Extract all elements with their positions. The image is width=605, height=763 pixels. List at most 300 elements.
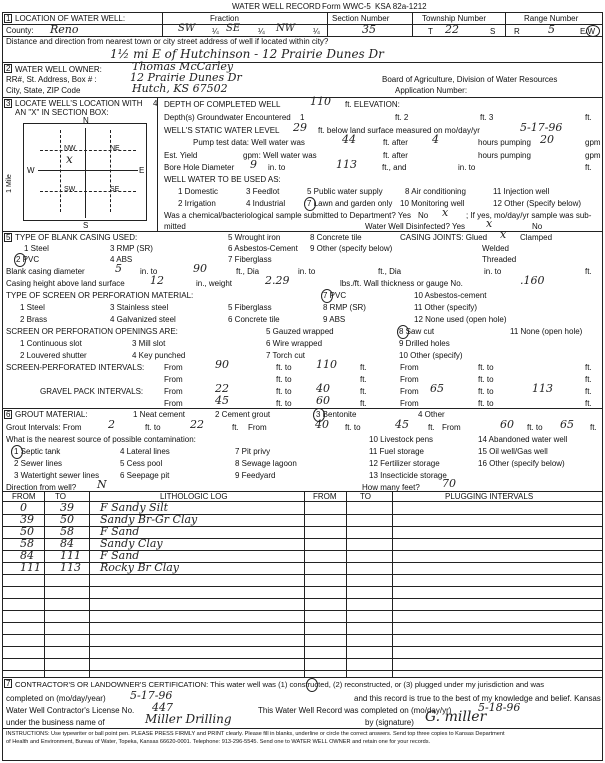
grout-option[interactable]: 4 Other	[418, 410, 445, 419]
septic-circle	[11, 445, 23, 459]
threaded-label[interactable]: Threaded	[482, 255, 517, 264]
joints-label: CASING JOINTS: Glued	[400, 233, 488, 242]
chem-no-mark: x	[442, 206, 449, 219]
screen-option[interactable]: 2 Brass	[20, 315, 48, 324]
range-label: Range Number	[524, 14, 579, 23]
static-value[interactable]: 29	[293, 121, 307, 134]
contam-option[interactable]: 13 Insecticide storage	[369, 471, 447, 480]
to-label: ft. to	[276, 399, 292, 408]
screen-option[interactable]: 4 Galvanized steel	[110, 315, 176, 324]
perf-to[interactable]: 110	[316, 358, 337, 371]
casing-option[interactable]: 9 Other (specify below)	[310, 244, 393, 253]
grout-from-3[interactable]: 60	[500, 418, 514, 431]
section-number-label: Section Number	[332, 14, 390, 23]
address-label: RR#, St. Address, Box # :	[6, 75, 97, 84]
grout-from-1[interactable]: 2	[108, 418, 115, 431]
log-from[interactable]: 84	[20, 549, 34, 562]
welded-label[interactable]: Welded	[482, 244, 509, 253]
screen-pvc-circle	[321, 289, 333, 303]
t-prefix: T	[428, 27, 433, 36]
distance-value[interactable]: 1½ mi E of Hutchinson - 12 Prairie Dunes Dr	[110, 47, 384, 61]
diameter-label: Blank casing diameter	[6, 267, 85, 276]
city-label: City, State, ZIP Code	[6, 86, 81, 95]
county-value[interactable]: Reno	[50, 23, 79, 36]
s-suffix: S	[490, 27, 496, 36]
quarter-1[interactable]: SW	[178, 23, 196, 34]
direction-value[interactable]: N	[97, 478, 107, 491]
elevation-label: ft. ELEVATION:	[345, 100, 400, 109]
south-label: S	[83, 221, 89, 230]
diam-into2: in. to	[484, 267, 502, 276]
direction-label: Direction from well?	[6, 483, 77, 492]
bore-and: ft., and	[382, 163, 407, 172]
owner-value[interactable]: Thomas McCarley	[132, 60, 234, 73]
gravel-label: GRAVEL PACK INTERVALS:	[40, 387, 144, 396]
from-label: From	[442, 423, 461, 432]
screen-option[interactable]: 12 None used (open hole)	[414, 315, 507, 324]
diam-into: in. to	[298, 267, 316, 276]
gw-3: ft. 3	[480, 113, 494, 122]
rule	[2, 728, 603, 729]
plug-from-header: FROM	[313, 492, 337, 501]
rule	[89, 491, 90, 677]
grout-label: GROUT MATERIAL:	[15, 410, 88, 419]
grout-option[interactable]: 1 Neat cement	[133, 410, 186, 419]
to-label: ft. to	[276, 363, 292, 372]
quarter-2[interactable]: SE	[226, 23, 241, 34]
pump-ft[interactable]: 44	[342, 133, 356, 146]
ft-label: ft.	[428, 423, 435, 432]
plug-to-header: TO	[360, 492, 371, 501]
instructions-1: INSTRUCTIONS: Use typewriter or ball point pen. PLEASE PRESS FIRMLY and PRINT clearly. Please fill in blanks, underline or circle the correct answers. Send top three copies to Kansas Department	[6, 731, 505, 737]
contam-option[interactable]: 7 Pit privy	[235, 447, 271, 456]
rule	[392, 491, 393, 677]
section-4-num: 4	[153, 99, 158, 108]
city-value[interactable]: Hutch, KS 67502	[132, 82, 228, 95]
contam-option[interactable]: 2 Sewer lines	[14, 459, 63, 468]
contam-option[interactable]: 11 Fuel storage	[369, 447, 424, 456]
log-from-header: FROM	[12, 492, 36, 501]
screen-option[interactable]: 5 Fiberglass	[228, 303, 272, 312]
use-option[interactable]: 5 Public water supply	[307, 187, 383, 196]
from-label: From	[164, 387, 183, 396]
pump-after: ft. after	[383, 138, 408, 147]
bore-label: Bore Hole Diameter	[164, 163, 235, 172]
west-label: W	[27, 166, 35, 175]
grid-line	[60, 130, 61, 212]
township-value[interactable]: 22	[445, 23, 459, 36]
east-label: E	[139, 166, 145, 175]
contam-option[interactable]: 10 Livestock pens	[369, 435, 434, 444]
log-from[interactable]: 58	[20, 537, 34, 550]
contam-option[interactable]: 4 Lateral lines	[120, 447, 170, 456]
log-to[interactable]: 58	[60, 525, 74, 538]
to-label: ft. to	[478, 375, 494, 384]
use-option[interactable]: 8 Air conditioning	[405, 187, 466, 196]
record-text: This Water Well Record was completed on (mo/day/yr)	[258, 706, 452, 715]
gw-2: ft. 2	[395, 113, 409, 122]
completed-text: and this record is true to the best of my knowledge and belief. Kansas	[354, 694, 601, 703]
grout-from-2[interactable]: 40	[315, 418, 329, 431]
ft-label: ft.	[585, 387, 592, 396]
from-label: From	[164, 363, 183, 372]
use-option[interactable]: 3 Feedlot	[246, 187, 280, 196]
disinfected-no[interactable]: No	[532, 222, 543, 231]
pump-hp: hours pumping	[478, 138, 531, 147]
section-5-num: 5	[6, 233, 11, 242]
section-3-num: 3	[6, 99, 11, 108]
screen-option[interactable]: 1 Steel	[20, 303, 45, 312]
ft-label: ft.	[585, 375, 592, 384]
opening-option[interactable]: 2 Louvered shutter	[20, 351, 87, 360]
gravel-3-from[interactable]: 65	[430, 382, 444, 395]
perf-from[interactable]: 90	[215, 358, 229, 371]
screen-option[interactable]: 6 Concrete tile	[228, 315, 280, 324]
bore-ft: ft.	[585, 163, 592, 172]
static-text: ft. below land surface measured on mo/day/yr	[318, 126, 480, 135]
static-level-label: WELL'S STATIC WATER LEVEL	[164, 126, 280, 135]
chem-label: Was a chemical/bacteriological sample submitted to Department? Yes	[164, 211, 411, 220]
rule	[505, 12, 506, 36]
rule	[304, 491, 305, 677]
record-date[interactable]: 5-18-96	[478, 701, 521, 714]
plugging-header: PLUGGING INTERVALS	[445, 492, 534, 501]
casing-option[interactable]: 7 Fiberglass	[228, 255, 272, 264]
pump-test-label: Pump test data: Well water was	[193, 138, 305, 147]
yield-gpm: gpm	[585, 151, 601, 160]
bore-value[interactable]: 9	[250, 158, 257, 171]
to-label: ft. to	[345, 423, 361, 432]
to-label: ft. to	[478, 387, 494, 396]
grid-line	[40, 150, 136, 151]
screen-label: TYPE OF SCREEN OR PERFORATION MATERIAL:	[6, 291, 194, 300]
log-desc[interactable]: F Sand	[100, 549, 140, 562]
grout-interval-label: Grout Intervals: From	[6, 423, 82, 432]
weight-label: in., weight	[196, 279, 233, 288]
section-value[interactable]: 35	[362, 23, 376, 36]
grid-line	[40, 191, 136, 192]
how-many-label: How many feet?	[362, 483, 420, 492]
rule	[412, 12, 413, 36]
rule	[346, 491, 347, 677]
gravel-1-to[interactable]: 40	[316, 382, 330, 395]
to-label: ft. to	[276, 387, 292, 396]
yield-hp: hours pumping	[478, 151, 531, 160]
clamped-label[interactable]: Clamped	[520, 233, 553, 242]
constructed-circle	[306, 678, 318, 692]
use-label: WELL WATER TO BE USED AS:	[164, 175, 281, 184]
opening-option[interactable]: 6 Wire wrapped	[266, 339, 323, 348]
depth-label: DEPTH OF COMPLETED WELL	[164, 100, 281, 109]
yield-label: Est. Yield	[164, 151, 198, 160]
rule	[2, 62, 603, 63]
use-option[interactable]: 4 Industrial	[246, 199, 286, 208]
to-label: ft. to	[478, 399, 494, 408]
glued-mark: x	[500, 228, 507, 241]
quarter-mark: ¼	[212, 27, 219, 36]
casing-option[interactable]: 6 Asbestos-Cement	[228, 244, 298, 253]
screen-option[interactable]: 3 Stainless steel	[110, 303, 169, 312]
north-label: N	[83, 116, 89, 125]
log-to[interactable]: 111	[60, 549, 81, 562]
height-label: Casing height above land surface	[6, 279, 125, 288]
log-desc[interactable]: Sandy Clay	[100, 537, 163, 550]
casing-label: TYPE OF BLANK CASING USED:	[15, 233, 138, 242]
grout-to-2[interactable]: 45	[395, 418, 409, 431]
diam-ftdia: ft., Dia	[236, 267, 260, 276]
use-option[interactable]: 11 Injection well	[493, 187, 550, 196]
opening-option[interactable]: 7 Torch cut	[266, 351, 305, 360]
license-label: Water Well Contractor's License No.	[6, 706, 135, 715]
opening-option[interactable]: 9 Drilled holes	[399, 339, 450, 348]
casing-option-selected[interactable]: 2 PVC	[16, 255, 40, 264]
section-7-num: 7	[6, 679, 11, 688]
from-label: From	[400, 387, 419, 396]
rule	[327, 12, 328, 36]
disinfected-yes-mark: x	[486, 217, 493, 230]
log-from[interactable]: 50	[20, 525, 34, 538]
log-to[interactable]: 50	[60, 513, 74, 526]
locate-label-2: AN "X" IN SECTION BOX:	[15, 108, 109, 117]
diameter-ft[interactable]: 90	[193, 262, 207, 275]
diameter-value[interactable]: 5	[115, 262, 122, 275]
diam-ftdia2: ft., Dia	[378, 267, 402, 276]
from-label: From	[400, 399, 419, 408]
owner-label: WATER WELL OWNER:	[15, 65, 102, 74]
screen-option[interactable]: 9 ABS	[323, 315, 346, 324]
form-number: Form WWC-5	[322, 2, 371, 11]
openings-label: SCREEN OR PERFORATION OPENINGS ARE:	[6, 327, 178, 336]
screen-option[interactable]: 8 RMP (SR)	[323, 303, 366, 312]
log-from[interactable]: 39	[20, 513, 34, 526]
use-option[interactable]: 12 Other (Specify below)	[493, 199, 582, 208]
location-x-mark: x	[66, 152, 73, 166]
screen-option[interactable]: 10 Asbestos-cement	[414, 291, 487, 300]
yield-text: gpm: Well water was	[243, 151, 317, 160]
signature-value[interactable]: G. miller	[425, 709, 487, 725]
opening-option[interactable]: 4 Key punched	[132, 351, 186, 360]
use-option[interactable]: 1 Domestic	[178, 187, 219, 196]
to-label: ft. to	[145, 423, 161, 432]
mile-label: 1 Mile	[5, 174, 13, 193]
business-label: under the business name of	[6, 718, 105, 727]
address-value[interactable]: 12 Prairie Dunes Dr	[130, 71, 242, 84]
diam-ft2: ft.	[585, 267, 592, 276]
ksa-number: KSA 82a-1212	[375, 2, 427, 11]
rule	[2, 97, 603, 98]
casing-option[interactable]: 4 ABS	[110, 255, 133, 264]
rule	[2, 408, 603, 409]
contam-option[interactable]: 8 Sewage lagoon	[235, 459, 297, 468]
pump-hours[interactable]: 4	[432, 133, 439, 146]
log-to-header: TO	[55, 492, 66, 501]
ft-label: ft.	[360, 387, 367, 396]
gravel-3-to[interactable]: 113	[532, 382, 553, 395]
ew-label: E/W	[580, 27, 596, 36]
to-label: ft. to	[527, 423, 543, 432]
casing-option[interactable]: 5 Wrought iron	[228, 233, 281, 242]
casing-option[interactable]: 1 Steel	[24, 244, 49, 253]
signature-label: by (signature)	[365, 718, 414, 727]
contam-option[interactable]: 12 Fertilizer storage	[369, 459, 440, 468]
from-label: From	[400, 363, 419, 372]
yield-after: ft. after	[383, 151, 408, 160]
perf-label: SCREEN-PERFORATED INTERVALS:	[6, 363, 145, 372]
contam-option[interactable]: 14 Abandoned water well	[478, 435, 568, 444]
opening-option[interactable]: 5 Gauzed wrapped	[266, 327, 334, 336]
contam-option[interactable]: 5 Cess pool	[120, 459, 163, 468]
diam-in: in. to	[140, 267, 158, 276]
board-text: Board of Agriculture, Division of Water Resources	[382, 75, 558, 84]
form-title: WATER WELL RECORD	[232, 2, 321, 11]
certification-text: CONTRACTOR'S OR LANDOWNER'S CERTIFICATION: This water well was (1) constructed, (2) reconstructed, or (3) plugged under my jurisdiction and was	[15, 680, 544, 689]
log-from[interactable]: 111	[20, 561, 41, 574]
se-label: SE	[110, 186, 120, 193]
contam-option[interactable]: 15 Oil well/Gas well	[478, 447, 548, 456]
rule	[2, 501, 603, 502]
lithologic-log-header: LITHOLOGIC LOG	[160, 492, 228, 501]
distance-label: Distance and direction from nearest town or city street address of well if located within city?	[6, 37, 329, 46]
application-label: Application Number:	[395, 86, 468, 95]
log-to[interactable]: 84	[60, 537, 74, 550]
to-label: ft. to	[276, 375, 292, 384]
ft-label: ft.	[590, 423, 597, 432]
contam-option[interactable]: 3 Watertight sewer lines	[14, 471, 100, 480]
log-to[interactable]: 39	[60, 501, 74, 514]
rule	[157, 97, 158, 231]
ft-label: ft.	[360, 375, 367, 384]
log-desc[interactable]: F Sand	[100, 525, 140, 538]
instructions-2: of Health and Environment, Bureau of Water, Topeka, Kansas 66620-0001. Telephone: 913-296-5545. Send one to WATER WELL OWNER and retain one for your records.	[6, 739, 431, 745]
gravel-2-from[interactable]: 45	[215, 394, 229, 407]
bore-in: in. to	[458, 163, 476, 172]
completed-label: completed on (mo/day/year)	[6, 694, 106, 703]
mitted-label: mitted	[164, 222, 186, 231]
section-1-num: 1	[6, 14, 11, 23]
license-value[interactable]: 447	[152, 701, 173, 714]
section-6-num: 6	[6, 410, 11, 419]
how-many-value[interactable]: 70	[442, 477, 456, 490]
quarter-mark: ¼	[258, 27, 265, 36]
static-date[interactable]: 5-17-96	[520, 121, 563, 134]
rule	[2, 24, 603, 25]
from-label: From	[164, 399, 183, 408]
screen-option[interactable]: 11 Other (specify)	[414, 303, 477, 312]
gravel-1-from[interactable]: 22	[215, 382, 229, 395]
contam-option[interactable]: 9 Feedyard	[235, 471, 276, 480]
county-label: County:	[6, 26, 34, 35]
use-option-selected[interactable]: 7 Lawn and garden only	[307, 199, 393, 208]
height-value[interactable]: 12	[150, 274, 164, 287]
section-2-num: 2	[6, 64, 11, 73]
grid-line	[110, 130, 111, 212]
contam-option[interactable]: 6 Seepage pit	[120, 471, 170, 480]
sw-label: SW	[64, 186, 76, 193]
log-from[interactable]: 0	[20, 501, 27, 514]
gpm-label: gpm	[585, 138, 601, 147]
location-label: LOCATION OF WATER WELL:	[15, 14, 126, 23]
rule	[162, 12, 163, 36]
pump-gpm[interactable]: 20	[540, 133, 554, 146]
from-label: From	[248, 423, 267, 432]
opening-option[interactable]: 11 None (open hole)	[510, 327, 583, 336]
rule	[44, 491, 45, 677]
use-option[interactable]: 10 Monitoring well	[400, 199, 465, 208]
grid-line	[85, 128, 86, 218]
ft-label: ft.	[585, 399, 592, 408]
township-label: Township Number	[422, 14, 487, 23]
ne-label: NE	[110, 145, 120, 152]
pvc-circle	[14, 253, 26, 267]
grout-to-1[interactable]: 22	[190, 418, 204, 431]
casing-option[interactable]: 8 Concrete tile	[310, 233, 362, 242]
log-desc[interactable]: Rocky Br Clay	[100, 561, 179, 574]
to-label: ft. to	[478, 363, 494, 372]
range-value[interactable]: 5	[548, 23, 555, 36]
ft-label: ft.	[360, 399, 367, 408]
bore-to: in. to	[268, 163, 286, 172]
opening-option[interactable]: 1 Continuous slot	[20, 339, 82, 348]
business-value[interactable]: Miller Drilling	[145, 712, 232, 726]
weight-value[interactable]: 2.29	[265, 274, 290, 287]
rule	[2, 231, 603, 232]
from-label: From	[400, 375, 419, 384]
opening-option-selected[interactable]: 8 Saw cut	[399, 327, 435, 336]
ft-label: ft.	[232, 423, 239, 432]
grout-to-3[interactable]: 65	[560, 418, 574, 431]
ft-label: ft.	[585, 363, 592, 372]
screen-option-selected[interactable]: 7 PVC	[323, 291, 347, 300]
chem-no[interactable]: No	[418, 211, 429, 220]
ft-label: ft.	[360, 363, 367, 372]
quarter-mark: ¼	[313, 27, 320, 36]
contam-option[interactable]: 16 Other (specify below)	[478, 459, 565, 468]
gw-ft: ft.	[585, 113, 592, 122]
r-prefix: R	[514, 27, 520, 36]
lbs-label: lbs./ft. Wall thickness or gauge No.	[340, 279, 463, 288]
grout-option-selected[interactable]: 3 Bentonite	[316, 410, 357, 419]
use-option[interactable]: 2 Irrigation	[178, 199, 216, 208]
completed-value[interactable]: 5-17-96	[130, 689, 173, 702]
use-7-circle	[304, 197, 316, 211]
contam-option-selected[interactable]: 1 Septic tank	[14, 447, 61, 456]
grout-option[interactable]: 2 Cement grout	[215, 410, 271, 419]
groundwater-label: Depth(s) Groundwater Encountered	[164, 113, 291, 122]
chem-if: ; If yes, mo/day/yr sample was sub-	[466, 211, 592, 220]
fraction-label: Fraction	[210, 14, 239, 23]
contamination-label: What is the nearest source of possible contamination:	[6, 435, 196, 444]
gravel-2-to[interactable]: 60	[316, 394, 330, 407]
quarter-3[interactable]: NW	[276, 23, 296, 34]
locate-label: LOCATE WELL'S LOCATION WITH	[15, 99, 143, 108]
rule	[2, 677, 603, 678]
saw-cut-circle	[397, 325, 409, 339]
grid-line	[38, 170, 138, 171]
bore-depth[interactable]: 113	[336, 158, 357, 171]
opening-option[interactable]: 3 Mill slot	[132, 339, 166, 348]
from-label: From	[164, 375, 183, 384]
log-desc[interactable]: F Sandy Silt	[100, 501, 169, 514]
depth-value[interactable]: 110	[310, 95, 331, 108]
nw-label: NW	[64, 145, 76, 152]
casing-option[interactable]: 3 RMP (SR)	[110, 244, 153, 253]
opening-option[interactable]: 10 Other (specify)	[399, 351, 463, 360]
log-desc[interactable]: Sandy Br-Gr Clay	[100, 513, 198, 526]
gw-1: 1	[300, 113, 305, 122]
disinfected-label: Water Well Disinfected? Yes	[365, 222, 466, 231]
gauge-value[interactable]: .160	[520, 274, 545, 287]
log-to[interactable]: 113	[60, 561, 81, 574]
